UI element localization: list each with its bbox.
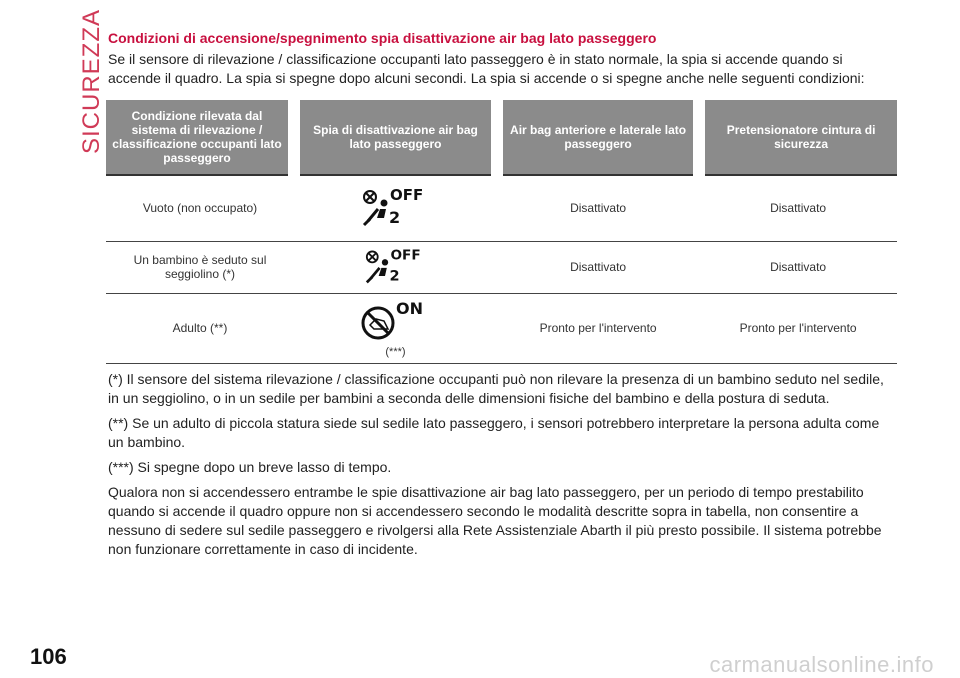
row-airbag-status: Disattivato bbox=[497, 241, 699, 293]
header-condition: Condizione rilevata dal sistema di rilevazione / classificazione occupanti lato passeggero bbox=[106, 100, 294, 175]
footnotes bbox=[108, 370, 898, 559]
warning-paragraph: Qualora non si accendessero entrambe le spie disattivazione air bag lato passeggero, per un periodo di tempo prestabilito quando si accende il quadro oppure non si accendessero secondo le modalità descritte sopra in tabella, non consentire a nessuno di sedere sul sedile passeggero e rivolgersi alla Rete Assistenziale Abarth il più presto possibile. Il sistema potrebbe non funzionare correttamente in caso di incidente. bbox=[108, 483, 882, 557]
indicator-footnote: (***) bbox=[385, 345, 406, 358]
airbag-off-icon bbox=[360, 246, 430, 289]
row-condition: Adulto (**) bbox=[106, 293, 294, 363]
section-side-label bbox=[52, 8, 105, 154]
conditions-table bbox=[106, 100, 897, 364]
table-row bbox=[106, 241, 897, 293]
footnote-child: (*) Il sensore del sistema rilevazione / classificazione occupanti può non rilevare la presenza di un bambino seduto nel sedile, in un seggiolino, o in un sedile per bambini a seconda delle dimensioni fisiche del bambino e della postura di seduta. bbox=[108, 370, 884, 406]
table-header-row bbox=[106, 100, 897, 175]
header-warning-light: Spia di disattivazione air bag lato passeggero bbox=[294, 100, 497, 175]
row-pretensioner-status: Pronto per l'intervento bbox=[699, 293, 897, 363]
row-pretensioner-status: Disattivato bbox=[699, 175, 897, 241]
row-indicator-cell bbox=[294, 175, 497, 241]
row-condition: Un bambino è seduto sul seggiolino (*) bbox=[106, 241, 294, 293]
intro-paragraph: Se il sensore di rilevazione / classificazione occupanti lato passeggero è in stato normale, la spia si accende quando si accende il quadro. La spia si spegne dopo alcuni secondi. La spia si accende o si spegne anche nelle seguenti condizioni: bbox=[108, 51, 865, 86]
watermark: carmanualsonline.info bbox=[709, 652, 934, 677]
table-row bbox=[106, 175, 897, 241]
airbag-on-icon bbox=[360, 299, 430, 344]
footnote-small-adult: (**) Se un adulto di piccola statura siede sul sedile lato passeggero, i sensori potrebbero interpretare la persona adulta come un bambino. bbox=[108, 414, 880, 450]
page-content bbox=[108, 30, 898, 559]
svg-text:ON: ON bbox=[396, 298, 424, 318]
page-number: 106 bbox=[30, 644, 67, 669]
svg-text:2: 2 bbox=[389, 207, 401, 227]
footnote-turns-off: (***) Si spegne dopo un breve lasso di tempo. bbox=[108, 458, 392, 475]
row-airbag-status: Pronto per l'intervento bbox=[497, 293, 699, 363]
airbag-off-icon bbox=[360, 185, 430, 232]
header-airbag: Air bag anteriore e laterale lato passeggero bbox=[497, 100, 699, 175]
row-indicator-cell bbox=[294, 293, 497, 363]
table-row bbox=[106, 293, 897, 363]
svg-text:OFF: OFF bbox=[390, 185, 424, 204]
row-condition: Vuoto (non occupato) bbox=[106, 175, 294, 241]
side-label-text: SICUREZZA bbox=[78, 8, 105, 154]
row-indicator-cell bbox=[294, 241, 497, 293]
svg-text:2: 2 bbox=[390, 268, 401, 285]
row-airbag-status: Disattivato bbox=[497, 175, 699, 241]
section-title: Condizioni di accensione/spegnimento spia disattivazione air bag lato passeggero bbox=[108, 30, 657, 46]
header-pretensioner: Pretensionatore cintura di sicurezza bbox=[699, 100, 897, 175]
svg-text:OFF: OFF bbox=[390, 247, 422, 264]
row-pretensioner-status: Disattivato bbox=[699, 241, 897, 293]
